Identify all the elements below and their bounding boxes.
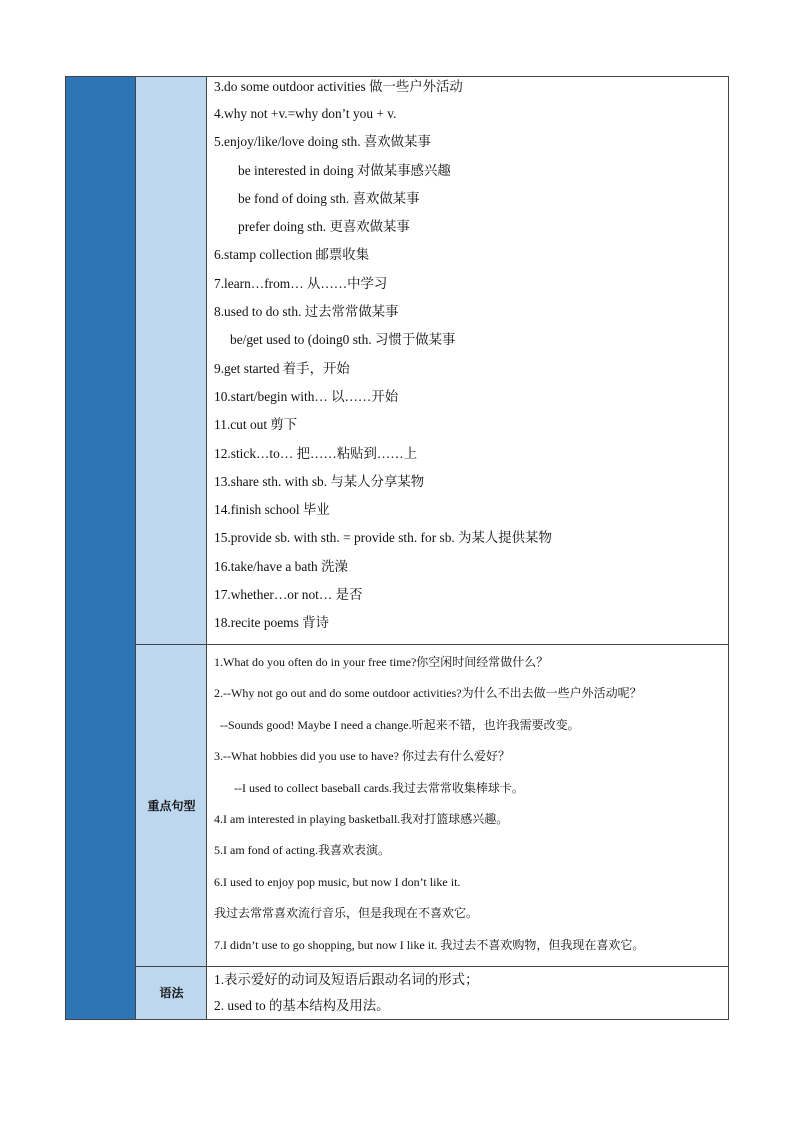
row-divider <box>136 966 729 967</box>
phrase-item: 8.used to do sth. 过去常常做某事 <box>214 304 399 320</box>
phrase-item: 6.stamp collection 邮票收集 <box>214 247 370 263</box>
grammar-item: 2. used to 的基本结构及用法。 <box>214 998 390 1013</box>
phrase-item: 18.recite poems 背诗 <box>214 615 329 631</box>
study-table <box>65 76 729 1020</box>
phrase-item: 3.do some outdoor activities 做一些户外活动 <box>214 79 463 94</box>
phrase-item: 12.stick…to… 把……粘贴到……上 <box>214 445 418 461</box>
sentence-item: 2.--Why not go out and do some outdoor activities?为什么不出去做一些户外活动呢？ <box>214 686 642 701</box>
phrase-item: 7.learn…from… 从……中学习 <box>214 275 388 291</box>
row-divider <box>136 644 729 645</box>
grammar-item: 1.表示爱好的动词及短语后跟动名词的形式； <box>214 972 479 987</box>
phrase-item: be/get used to (doing0 sth. 习惯于做某事 <box>230 332 456 348</box>
key-sentences-label: 重点句型 <box>147 798 196 813</box>
phrase-item: 15.provide sb. with sth. = provide sth. for sb. 为某人提供某物 <box>214 530 552 546</box>
phrase-item: 4.why not +v.=why don’t you + v. <box>214 106 397 121</box>
sentence-item: 4.I am interested in playing basketball.我对打篮球感兴趣。 <box>214 811 509 826</box>
sentence-item: 我过去常常喜欢流行音乐，但是我现在不喜欢它。 <box>214 906 479 921</box>
section-column <box>66 77 136 1019</box>
sentence-item: --Sounds good! Maybe I need a change.听起来不错，也许我需要改变。 <box>220 717 580 732</box>
phrase-item: 13.share sth. with sb. 与某人分享某物 <box>214 473 425 489</box>
phrase-item: 5.enjoy/like/love doing sth. 喜欢做某事 <box>214 134 431 150</box>
sentence-item: --I used to collect baseball cards.我过去常常收集棒球卡。 <box>234 780 524 795</box>
sentence-item: 6.I used to enjoy pop music, but now I don’t like it. <box>214 874 461 889</box>
grammar-list <box>214 968 720 1020</box>
sentence-list <box>214 648 720 962</box>
phrase-item: 9.get started 着手，开始 <box>214 360 350 376</box>
phrase-item: 10.start/begin with… 以……开始 <box>214 388 399 404</box>
phrase-item: 11.cut out 剪下 <box>214 417 298 433</box>
phrase-item: 17.whether…or not… 是否 <box>214 587 363 603</box>
phrase-item: prefer doing sth. 更喜欢做某事 <box>238 219 410 235</box>
phrase-item: be interested in doing 对做某事感兴趣 <box>238 162 451 178</box>
sentence-item: 5.I am fond of acting.我喜欢表演。 <box>214 843 390 858</box>
sentence-item: 1.What do you often do in your free time?你空闲时间经常做什么？ <box>214 655 549 669</box>
phrase-list <box>214 77 720 642</box>
phrase-item: 14.finish school 毕业 <box>214 502 330 518</box>
phrase-item: be fond of doing sth. 喜欢做某事 <box>238 190 420 206</box>
sentence-item: 7.I didn’t use to go shopping, but now I like it. 我过去不喜欢购物，但我现在喜欢它。 <box>214 937 645 952</box>
phrase-item: 16.take/have a bath 洗澡 <box>214 558 348 574</box>
grammar-label: 语法 <box>159 986 184 1000</box>
sentence-item: 3.--What hobbies did you use to have? 你过去有什么爱好？ <box>214 749 510 764</box>
